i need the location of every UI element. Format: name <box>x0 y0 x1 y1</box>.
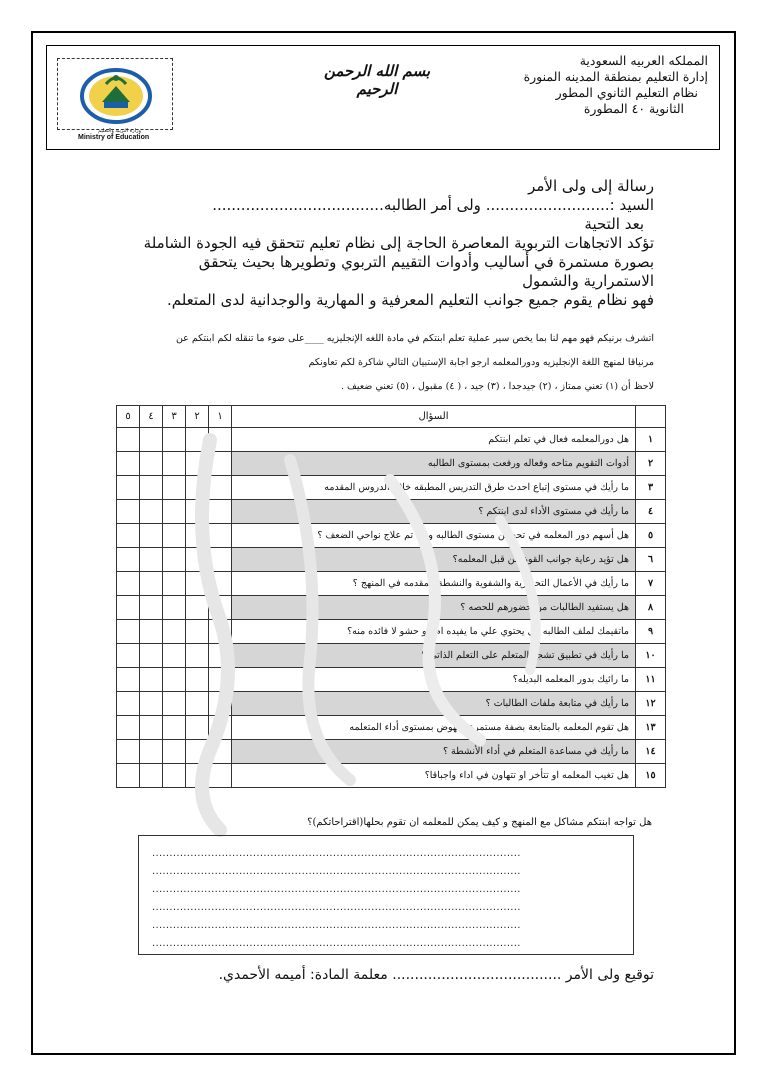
rating-cell[interactable] <box>140 548 163 572</box>
rating-cell[interactable] <box>140 716 163 740</box>
question-text: هل تقوم المعلمه بالمتابعة بصفة مستمرة للنهوض بمستوى أداء المتعلمه <box>232 716 636 740</box>
table-header-row <box>117 406 666 428</box>
signature-line: توقيع ولى الأمر ...................................... معلمة المادة: أميمه الأحمدي. <box>218 967 654 983</box>
rating-cell[interactable] <box>117 428 140 452</box>
letter-line: بصورة مستمرة في أساليب وأدوات التقييم التربوي وتطويرها بحيث يتحقق <box>198 253 654 271</box>
answer-line: .......................................................................................................... <box>152 884 521 895</box>
question-number: ١٢ <box>636 692 666 716</box>
letter-title: رسالة إلى ولى الأمر <box>528 177 654 195</box>
question-number: ٨ <box>636 596 666 620</box>
rating-cell[interactable] <box>163 692 186 716</box>
question-number: ٧ <box>636 572 666 596</box>
rating-header: ٣ <box>163 406 186 428</box>
rating-cell[interactable] <box>163 596 186 620</box>
rating-cell[interactable] <box>117 668 140 692</box>
table-row <box>117 644 666 668</box>
rating-cell[interactable] <box>186 572 209 596</box>
rating-header: ٥ <box>117 406 140 428</box>
rating-cell[interactable] <box>209 692 232 716</box>
rating-cell[interactable] <box>117 476 140 500</box>
question-text: ما رأيك في مستوى إتباع احدث طرق التدريس المطبقه خلال الدروس المقدمه <box>232 476 636 500</box>
question-number: ٤ <box>636 500 666 524</box>
rating-cell[interactable] <box>186 668 209 692</box>
question-number: ١ <box>636 428 666 452</box>
rating-cell[interactable] <box>140 596 163 620</box>
question-number: ١٥ <box>636 764 666 788</box>
rating-cell[interactable] <box>140 764 163 788</box>
rating-header: ١ <box>209 406 232 428</box>
intro-line: اتشرف برنيكم فهو مهم لنا بما يخص سير عملية تعلم ابنتكم في مادة اللغه الإنجليزيه ____على ضوء ما تنقله لكم ابنتكم عن <box>175 333 654 344</box>
letter-greeting: بعد التحية <box>584 215 644 233</box>
rating-cell[interactable] <box>163 476 186 500</box>
rating-cell[interactable] <box>140 500 163 524</box>
question-text: هل تغيب المعلمه او تتأخر او تتهاون في اداء واجباقا؟ <box>232 764 636 788</box>
basmala: بسم الله الرحمن الرحيم <box>323 62 431 98</box>
table-row <box>117 428 666 452</box>
rating-cell[interactable] <box>209 500 232 524</box>
rating-legend: لاحظ أن (١) تعني ممتاز ، (٢) جيدجدا ، (٣) جيد ، ( ٤) مقبول ، (٥) تعني ضعيف . <box>340 381 654 392</box>
ministry-line: إدارة التعليم بمنطقة المدينه المنورة <box>523 69 708 84</box>
rating-cell[interactable] <box>117 548 140 572</box>
question-text: هل تؤيد رعاية جوانب القوة من قبل المعلمه؟ <box>232 548 636 572</box>
rating-cell[interactable] <box>186 620 209 644</box>
rating-cell[interactable] <box>209 476 232 500</box>
rating-cell[interactable] <box>117 500 140 524</box>
table-row <box>117 692 666 716</box>
rating-cell[interactable] <box>163 548 186 572</box>
question-text: هل أسهم دور المعلمه في تحسين مستوى الطالبه وهل تم علاج نواحي الضعف ؟ <box>232 524 636 548</box>
rating-cell[interactable] <box>117 692 140 716</box>
rating-cell[interactable] <box>163 572 186 596</box>
rating-cell[interactable] <box>140 452 163 476</box>
rating-cell[interactable] <box>209 620 232 644</box>
question-number: ١٣ <box>636 716 666 740</box>
table-row <box>117 524 666 548</box>
question-text: ما رأيك في مساعدة المتعلم في أداء الأنشطة ؟ <box>232 740 636 764</box>
question-number: ١١ <box>636 668 666 692</box>
rating-cell[interactable] <box>209 452 232 476</box>
rating-cell[interactable] <box>209 428 232 452</box>
rating-cell[interactable] <box>209 764 232 788</box>
table-row <box>117 500 666 524</box>
rating-cell[interactable] <box>186 524 209 548</box>
number-header <box>636 406 666 428</box>
rating-header: ٢ <box>186 406 209 428</box>
survey-table <box>116 405 666 788</box>
rating-cell[interactable] <box>186 548 209 572</box>
answer-line: .......................................................................................................... <box>152 848 521 859</box>
rating-cell[interactable] <box>209 716 232 740</box>
rating-cell[interactable] <box>163 644 186 668</box>
logo-caption-arabic: وزارة التربية والتعليم <box>98 128 141 134</box>
rating-cell[interactable] <box>209 524 232 548</box>
rating-cell[interactable] <box>163 500 186 524</box>
rating-cell[interactable] <box>186 428 209 452</box>
rating-cell[interactable] <box>186 476 209 500</box>
answer-line: .......................................................................................................... <box>152 902 521 913</box>
answer-line: .......................................................................................................... <box>152 866 521 877</box>
rating-cell[interactable] <box>186 740 209 764</box>
rating-cell[interactable] <box>117 764 140 788</box>
question-text: هل دورالمعلمه فعال في تعلم ابنتكم <box>232 428 636 452</box>
rating-cell[interactable] <box>209 740 232 764</box>
letter-addressee: السيد :.......................... ولى أمر الطالبه.................................... <box>212 196 654 214</box>
rating-cell[interactable] <box>163 524 186 548</box>
ministry-line: الثانوية ٤٠ المطورة <box>583 101 684 116</box>
question-number: ٩ <box>636 620 666 644</box>
question-number: ٢ <box>636 452 666 476</box>
question-number: ٦ <box>636 548 666 572</box>
rating-cell[interactable] <box>117 572 140 596</box>
logo-caption-english: Ministry of Education <box>78 134 150 141</box>
rating-cell[interactable] <box>186 596 209 620</box>
answer-line: .......................................................................................................... <box>152 938 521 949</box>
table-row <box>117 452 666 476</box>
table-row <box>117 668 666 692</box>
letter-line: تؤكد الاتجاهات التربوية المعاصرة الحاجة إلى نظام تعليم تتحقق فيه الجودة الشاملة <box>143 234 654 252</box>
table-row <box>117 740 666 764</box>
question-text: ما رائيك بدور المعلمه البديله؟ <box>232 668 636 692</box>
rating-cell[interactable] <box>117 452 140 476</box>
rating-cell[interactable] <box>186 764 209 788</box>
ministry-line: نظام التعليم الثانوي المطور <box>555 85 698 100</box>
table-row <box>117 764 666 788</box>
rating-cell[interactable] <box>163 620 186 644</box>
rating-cell[interactable] <box>117 740 140 764</box>
ministry-line: المملكه العربيه السعودية <box>579 53 708 68</box>
table-row <box>117 548 666 572</box>
rating-cell[interactable] <box>186 500 209 524</box>
rating-cell[interactable] <box>209 644 232 668</box>
rating-cell[interactable] <box>140 428 163 452</box>
rating-cell[interactable] <box>140 476 163 500</box>
rating-cell[interactable] <box>140 740 163 764</box>
rating-cell[interactable] <box>186 644 209 668</box>
table-row <box>117 596 666 620</box>
letter-line: الاستمرارية والشمول <box>522 272 654 290</box>
question-text: ما رأيك في مستوى الأداء لدى ابنتكم ؟ <box>232 500 636 524</box>
rating-cell[interactable] <box>209 668 232 692</box>
table-row <box>117 620 666 644</box>
rating-cell[interactable] <box>117 644 140 668</box>
rating-header: ٤ <box>140 406 163 428</box>
rating-cell[interactable] <box>209 548 232 572</box>
rating-cell[interactable] <box>163 740 186 764</box>
question-text: ما رأيك في متابعة ملفات الطالبات ؟ <box>232 692 636 716</box>
question-number: ١٠ <box>636 644 666 668</box>
question-text: هل يستفيد الطالبات من حضورهم للحصه ؟ <box>232 596 636 620</box>
rating-cell[interactable] <box>186 692 209 716</box>
rating-cell[interactable] <box>163 716 186 740</box>
question-number: ٥ <box>636 524 666 548</box>
letter-line: فهو نظام يقوم جميع جوانب التعليم المعرفية و المهارية والوجدانية لدى المتعلم. <box>166 291 654 309</box>
rating-cell[interactable] <box>209 596 232 620</box>
rating-cell[interactable] <box>140 524 163 548</box>
rating-cell[interactable] <box>140 572 163 596</box>
rating-cell[interactable] <box>209 572 232 596</box>
rating-cell[interactable] <box>117 716 140 740</box>
rating-cell[interactable] <box>186 452 209 476</box>
letter-body <box>120 177 654 310</box>
rating-cell[interactable] <box>140 644 163 668</box>
intro-line: مرنياقا لمنهج اللغة الإنجليزيه ودورالمعلمه ارجو اجابة الإستبيان التالي شاكرة لكم تعاونكم <box>308 357 654 368</box>
ministry-header <box>478 53 708 117</box>
rating-cell[interactable] <box>117 620 140 644</box>
question-number: ٣ <box>636 476 666 500</box>
question-number: ١٤ <box>636 740 666 764</box>
rating-cell[interactable] <box>163 452 186 476</box>
survey-intro <box>120 327 654 399</box>
rating-cell[interactable] <box>117 524 140 548</box>
rating-cell[interactable] <box>163 764 186 788</box>
followup-question: هل تواجه ابنتكم مشاكل مع المنهج و كيف يمكن للمعلمه ان تقوم بحلها(اقتراحاتكم)؟ <box>307 817 652 828</box>
ministry-logo-icon <box>74 62 158 126</box>
table-row <box>117 476 666 500</box>
rating-cell[interactable] <box>140 620 163 644</box>
rating-cell[interactable] <box>163 428 186 452</box>
table-row <box>117 716 666 740</box>
question-text: أدوات التقويم متاحه وفعاله ورفعت بمستوى الطالبه <box>232 452 636 476</box>
table-row <box>117 572 666 596</box>
rating-cell[interactable] <box>117 596 140 620</box>
question-text: ماتقيمك لملف الطالبه هل يحتوي علي ما يفيده ام هو حشو لا فائده منه؟ <box>232 620 636 644</box>
question-text: ما رأيك في الأعمال التحريرية والشفوية والنشطة المقدمه في المنهج ؟ <box>232 572 636 596</box>
rating-cell[interactable] <box>140 668 163 692</box>
rating-cell[interactable] <box>163 668 186 692</box>
question-header: السؤال <box>232 406 636 428</box>
rating-cell[interactable] <box>140 692 163 716</box>
question-text: ما رأيك في تطبيق تشجع المتعلم على التعلم الذاتي ؟ <box>232 644 636 668</box>
answer-line: .......................................................................................................... <box>152 920 521 931</box>
rating-cell[interactable] <box>186 716 209 740</box>
